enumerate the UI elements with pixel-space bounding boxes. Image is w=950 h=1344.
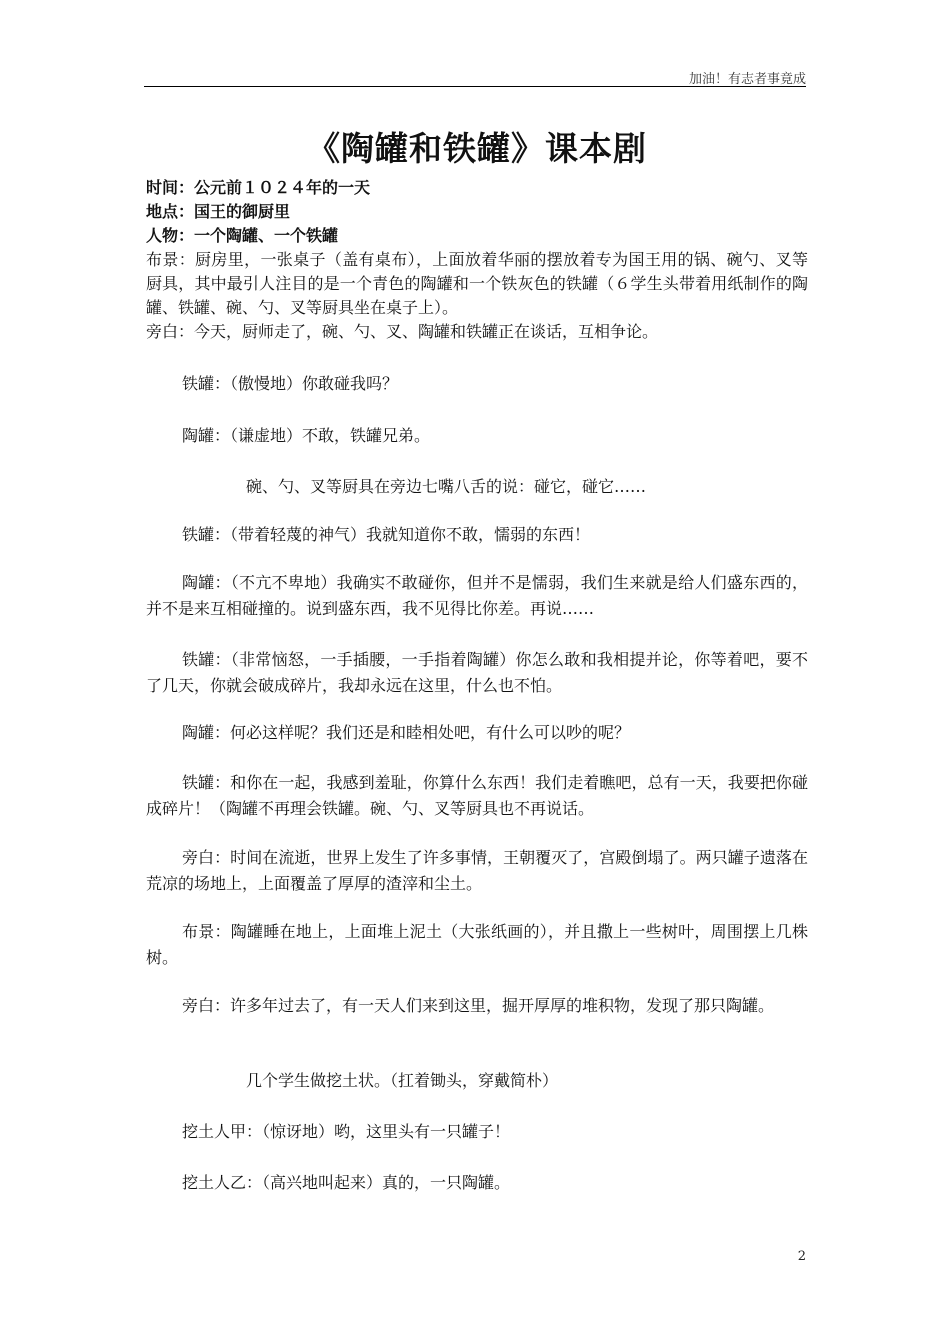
dialogue-line: 陶罐：（不亢不卑地）我确实不敢碰你，但并不是懦弱，我们生来就是给人们盛东西的，并不是来互相碰撞的。说到盛东西，我不见得比你差。再说…… [146, 573, 808, 618]
narration-intro: 旁白：今天，厨师走了，碗、勺、叉、陶罐和铁罐正在谈话，互相争论。 [146, 322, 659, 341]
header-motto: 加油！有志者事竟成 [688, 72, 806, 87]
dialogue-line: 挖土人甲：（惊讶地）哟，这里头有一只罐子！ [182, 1122, 511, 1141]
setting-line: 布景：陶罐睡在地上，上面堆上泥土（大张纸画的），并且撒上一些树叶，周围摆上几株树。 [146, 922, 808, 967]
document-title: 《陶罐和铁罐》课本剧 [307, 129, 647, 168]
stage-direction: 几个学生做挖土状。（扛着锄头，穿戴简朴） [246, 1071, 559, 1090]
document-body [146, 126, 808, 344]
setting-paragraph: 布景：厨房里，一张桌子（盖有桌布），上面放着华丽的摆放着专为国王用的锅、碗勺、叉等厨具，其中最引人注目的是一个青色的陶罐和一个铁灰色的铁罐（６学生头带着用纸制作的陶罐、铁罐、碗、勺、叉等厨具坐在桌子上）。 [146, 250, 808, 317]
dialogue-line: 铁罐：（带着轻蔑的神气）我就知道你不敢，懦弱的东西！ [182, 525, 591, 544]
time-line: 时间：公元前１０２４年的一天 [146, 178, 371, 197]
dialogue-line: 铁罐：和你在一起，我感到羞耻，你算什么东西！我们走着瞧吧，总有一天，我要把你碰成碎片！（陶罐不再理会铁罐。碗、勺、叉等厨具也不再说话。 [146, 773, 808, 818]
dialogue-line: 陶罐：（谦虚地）不敢，铁罐兄弟。 [182, 426, 431, 445]
stage-direction: 碗、勺、叉等厨具在旁边七嘴八舌的说：碰它，碰它…… [246, 477, 647, 496]
dialogue-line: 铁罐：（傲慢地）你敢碰我吗？ [182, 374, 399, 393]
page-number: 2 [797, 1249, 806, 1264]
place-line: 地点：国王的御厨里 [146, 202, 291, 221]
dialogue-line: 挖土人乙：（高兴地叫起来）真的，一只陶罐。 [182, 1173, 511, 1192]
dialogue-line: 铁罐：（非常恼怒，一手插腰，一手指着陶罐）你怎么敢和我相提并论，你等着吧，要不了几天，你就会破成碎片，我却永远在这里，什么也不怕。 [146, 650, 808, 695]
narration-line: 旁白：许多年过去了，有一天人们来到这里，掘开厚厚的堆积物，发现了那只陶罐。 [182, 996, 775, 1015]
narration-line: 旁白：时间在流逝，世界上发生了许多事情，王朝覆灭了，宫殿倒塌了。两只罐子遗落在荒凉的场地上，上面覆盖了厚厚的渣滓和尘土。 [146, 848, 808, 893]
characters-line: 人物：一个陶罐、一个铁罐 [146, 226, 339, 245]
dialogue-line: 陶罐：何必这样呢？我们还是和睦相处吧，有什么可以吵的呢？ [182, 723, 631, 742]
header-rule [144, 86, 806, 87]
